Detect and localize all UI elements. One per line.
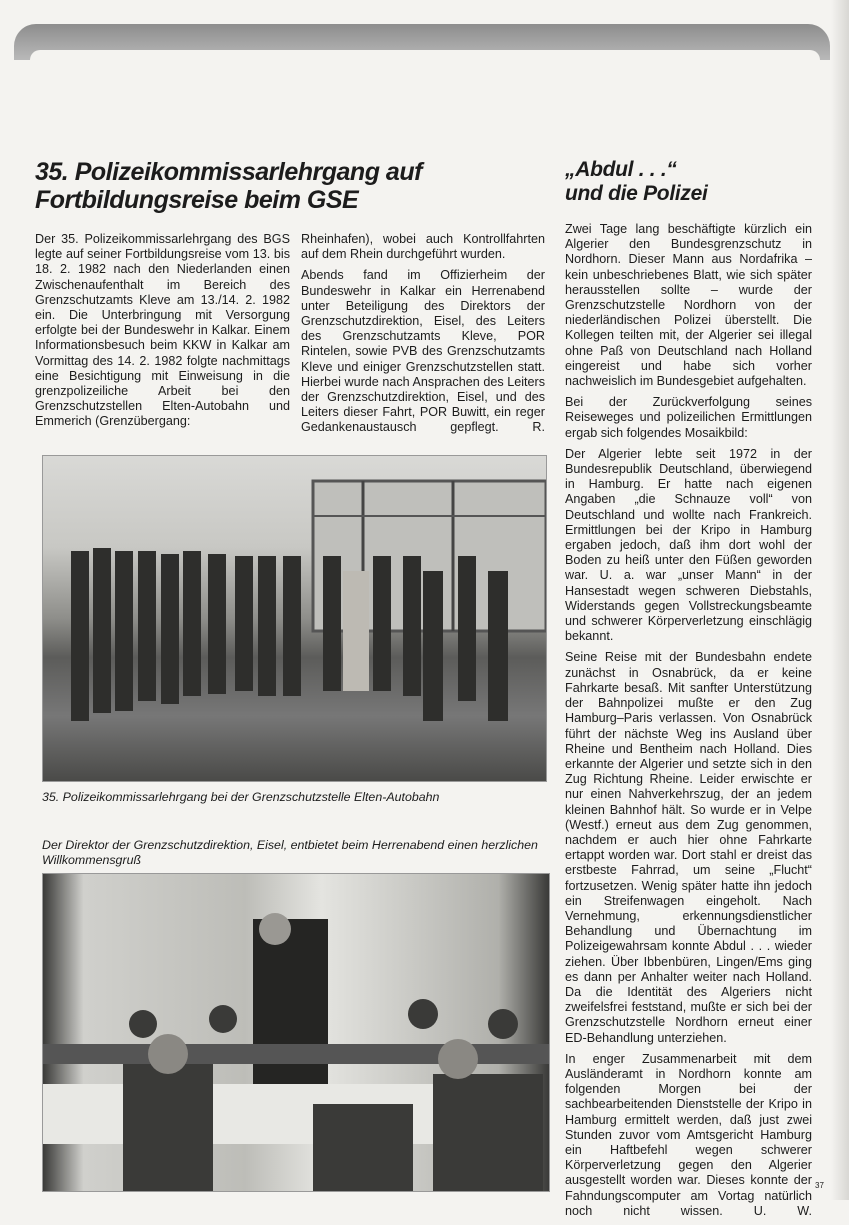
paragraph: Seine Reise mit der Bundesbahn endete zunächst in Osnabrück, da er keine Fahrkarte besaß. Mit sanfter Unterstützung der Bahnpolizei mußte er den Zug Hamburg–Paris verlassen. Von Osnabrück führt der nächste Weg ins Ausland über Rheine und Bentheim nach Holland. Dies erkannte der Algerier und setzte sich in den Zug Richtung Rheine. Leider erwischte er nur einen Nahverkehrszug, der an jedem kleinen Bahnhof hält. So wurde er in Velpe (Westf.) erneut aus dem Zug genommen, nachdem er auch hier ohne Fahrkarte ertappt worden war. Dort stahl er dreist das erstbeste Fahrrad, um seine „Flucht“ fortzusetzen. Wenig später hatte ihn jedoch ein Streifenwagen eingeholt. Nach Vernehmung, erkennungsdienstlicher Behandlung und Übernachtung im Polizeigewahrsam konnte Abdul . . . wieder ziehen. Über Ibbenbüren, Lingen/Ems ging es dann per Anhalter weiter nach Holland. Da die Identität des Algeriers nicht zweifelsfrei feststand, mußte er sich bei der Grenzschutzstelle Nordhorn erneut einer ED-Behandlung unterziehen. [565, 650, 812, 1045]
paragraph: Abends fand im Offizierheim der Bundeswehr in Kalkar ein Herrenabend unter Beteiligung des Direktors der Grenzschutzdirektion, Eisel, des Leiters des Grenzschutzamts Kleve, POR Rintelen, sowie PVB des Grenzschutzamts Kleve und einiger Grenzschutzstellen statt. Hierbei wurde nach Ansprachen des Leiters der Grenzschutzdirektion, Eisel, und des Leiters dieser Fahrt, POR Buwitt, ein reger Gedankenaustausch gepflegt. R. [301, 268, 545, 435]
sidebar-article-title: „Abdul . . .“ und die Polizei [565, 158, 708, 205]
header-band-inner [30, 50, 820, 64]
sidebar-article-column [565, 222, 812, 1225]
article-column-1 [35, 232, 290, 436]
paragraph: Zwei Tage lang beschäftigte kürzlich ein Algerier den Bundesgrenzschutz in Nordhorn. Dieser Mann aus Nordafrika – kein unbeschriebenes Blatt, wie sich später herausstellen sollte – wurde der Grenzschutzstelle Nordhorn von der niederländischen Polizei überstellt. Die Kollegen teilten mit, der Algerier sei illegal ohne Paß von Deutschland nach Holland eingereist und habe sich vorher nachweislich im Bundesgebiet aufgehalten. [565, 222, 812, 389]
author-signature: U. W. [753, 1203, 812, 1218]
paragraph: Der Algerier lebte seit 1972 in der Bundesrepublik Deutschland, überwiegend in Hamburg. Er hatte nach eigenen Angaben „die Schnauze voll“ von Deutschland und wollte nach Frankreich. Ermittlungen bei der Kripo in Hamburg ergaben jedoch, daß ihm dort wohl der Boden zu heiß unter den Füßen geworden war. U. a. war „unser Mann“ in der Hansestadt wegen schweren Diebstahls, Widerstands gegen Vollstreckungsbeamte und schwerer Körperverletzung einschlägig bekannt. [565, 446, 812, 644]
photo-officers-at-border-post [42, 455, 547, 782]
paragraph: Rheinhafen), wobei auch Kontrollfahrten auf dem Rhein durchgeführt wurden. [301, 232, 545, 262]
page-edge-shadow [831, 0, 849, 1200]
photo-caption-1: 35. Polizeikommissarlehrgang bei der Grenzschutzstelle Elten-Autobahn [42, 790, 440, 804]
article-column-2 [301, 232, 545, 442]
page-number: 37 [815, 1181, 824, 1190]
photo-caption-2: Der Direktor der Grenzschutzdirektion, Eisel, entbietet beim Herrenabend einen herzlichen Willkommensgruß [42, 838, 538, 867]
paragraph: In enger Zusammenarbeit mit dem Ausländeramt in Nordhorn konnte am folgenden Morgen bei der sachbearbeitenden Dienststelle der Kripo in Hamburg ermittelt werden, daß just zwei Stunden zuvor vom Amtsgericht Hamburg ein Haftbefehl wegen schwerer Körperverletzung gegen den Algerier ausgestellt worden war. Dieses konnte der Fahndungscomputer am Vortag natürlich noch nicht wissen. U. W. [565, 1051, 812, 1218]
photo-illustration [43, 874, 549, 1191]
author-signature: R. [532, 420, 545, 435]
paragraph: Bei der Zurückverfolgung seines Reiseweges und polizeilichen Ermittlungen ergab sich folgendes Mosaikbild: [565, 395, 812, 440]
photo-director-speech [42, 873, 550, 1192]
paragraph: Der 35. Polizeikommissarlehrgang des BGS legte auf seiner Fortbildungsreise vom 13. bis 18. 2. 1982 nach den Niederlanden einen Zwischenaufenthalt im Bereich des Grenzschutzamts Kleve am 13./14. 2. 1982 ein. Die Unterbringung mit Versorgung erfolgte bei der Bundeswehr in Kalkar. Einem Informationsbesuch beim KKW in Kalkar am Vormittag des 14. 2. 1982 folgte nachmittags eine Besichtigung mit Einweisung in die grenzpolizeiliche Arbeit bei den Grenzschutzstellen Elten-Autobahn und Emmerich (Grenzübergang: [35, 232, 290, 429]
article-title: 35. Polizeikommissarlehrgang auf Fortbildungsreise beim GSE [35, 158, 422, 214]
photo-illustration [43, 456, 546, 781]
